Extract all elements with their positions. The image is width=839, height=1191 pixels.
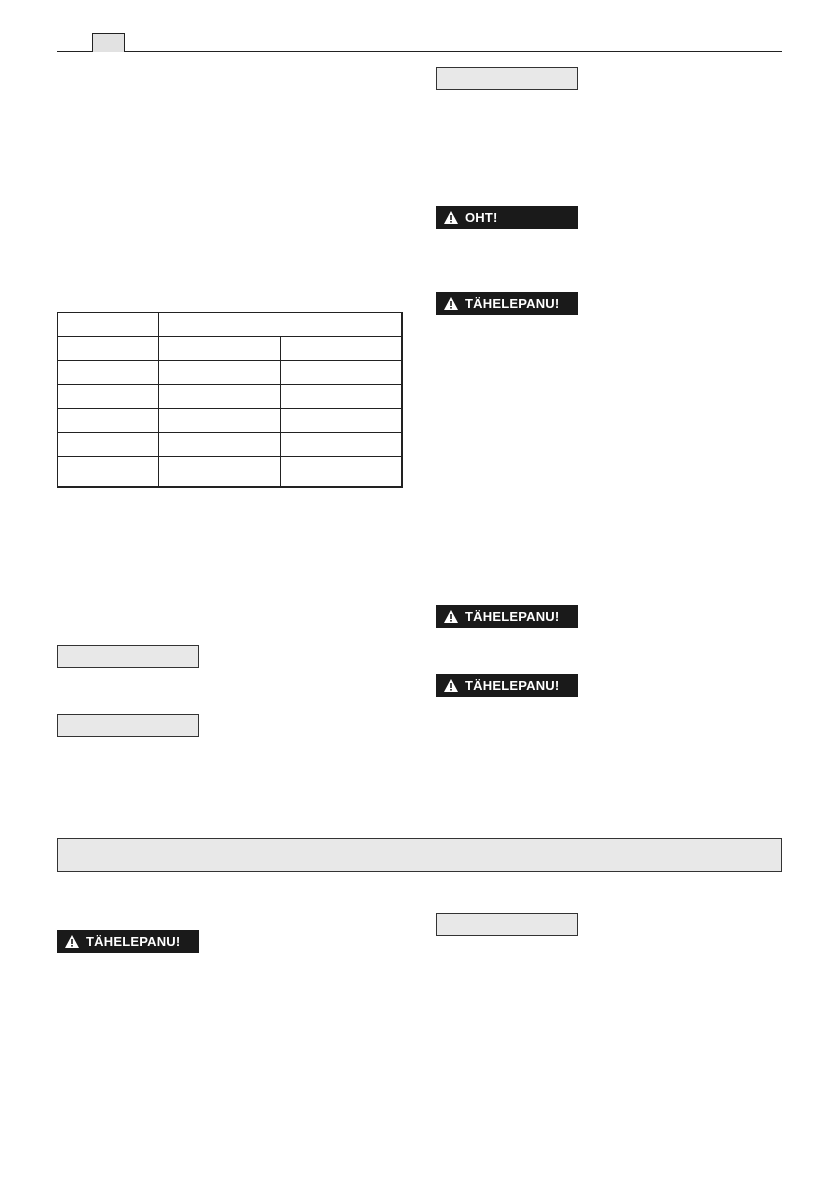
warning-triangle-icon: [444, 679, 458, 692]
table-row: [58, 361, 403, 385]
table-cell: [159, 433, 281, 457]
table-row: [58, 385, 403, 409]
section-heading-box-right-bottom: [436, 913, 578, 936]
caution-label: [436, 674, 578, 697]
table-cell: [58, 433, 159, 457]
table-cell: [58, 385, 159, 409]
table-cell: [281, 337, 402, 361]
spec-table: [57, 312, 403, 488]
warning-triangle-icon: [444, 211, 458, 224]
table-header-row: [58, 313, 403, 337]
section-heading-box-right-top: [436, 67, 578, 90]
table-row: [58, 337, 403, 361]
caution-label: [436, 292, 578, 315]
header-rule: [57, 51, 782, 52]
table-cell: [159, 337, 281, 361]
table-cell: [58, 313, 159, 337]
section-heading-box-left-1: [57, 645, 199, 668]
warning-triangle-icon: [65, 935, 79, 948]
caution-label-text: TÄHELEPANU!: [465, 296, 560, 311]
table-cell: [58, 361, 159, 385]
caution-label-text: TÄHELEPANU!: [465, 609, 560, 624]
section-title-bar: [57, 838, 782, 872]
table-cell: [58, 409, 159, 433]
table-cell: [58, 457, 159, 488]
table-row: [58, 457, 403, 488]
language-tab: [92, 33, 125, 52]
caution-label-text: TÄHELEPANU!: [465, 678, 560, 693]
caution-label: [57, 930, 199, 953]
caution-label: [436, 605, 578, 628]
table-cell: [281, 385, 402, 409]
table-row: [58, 433, 403, 457]
section-heading-box-left-2: [57, 714, 199, 737]
table-cell: [159, 361, 281, 385]
table-cell: [58, 337, 159, 361]
danger-label-text: OHT!: [465, 210, 498, 225]
table-cell: [281, 433, 402, 457]
table-cell: [159, 313, 402, 337]
warning-triangle-icon: [444, 297, 458, 310]
table-cell: [159, 457, 281, 488]
table-row: [58, 409, 403, 433]
caution-label-text: TÄHELEPANU!: [86, 934, 181, 949]
table-cell: [159, 385, 281, 409]
warning-triangle-icon: [444, 610, 458, 623]
table-cell: [281, 457, 402, 488]
table-cell: [281, 361, 402, 385]
danger-label: [436, 206, 578, 229]
table-cell: [281, 409, 402, 433]
table-cell: [159, 409, 281, 433]
